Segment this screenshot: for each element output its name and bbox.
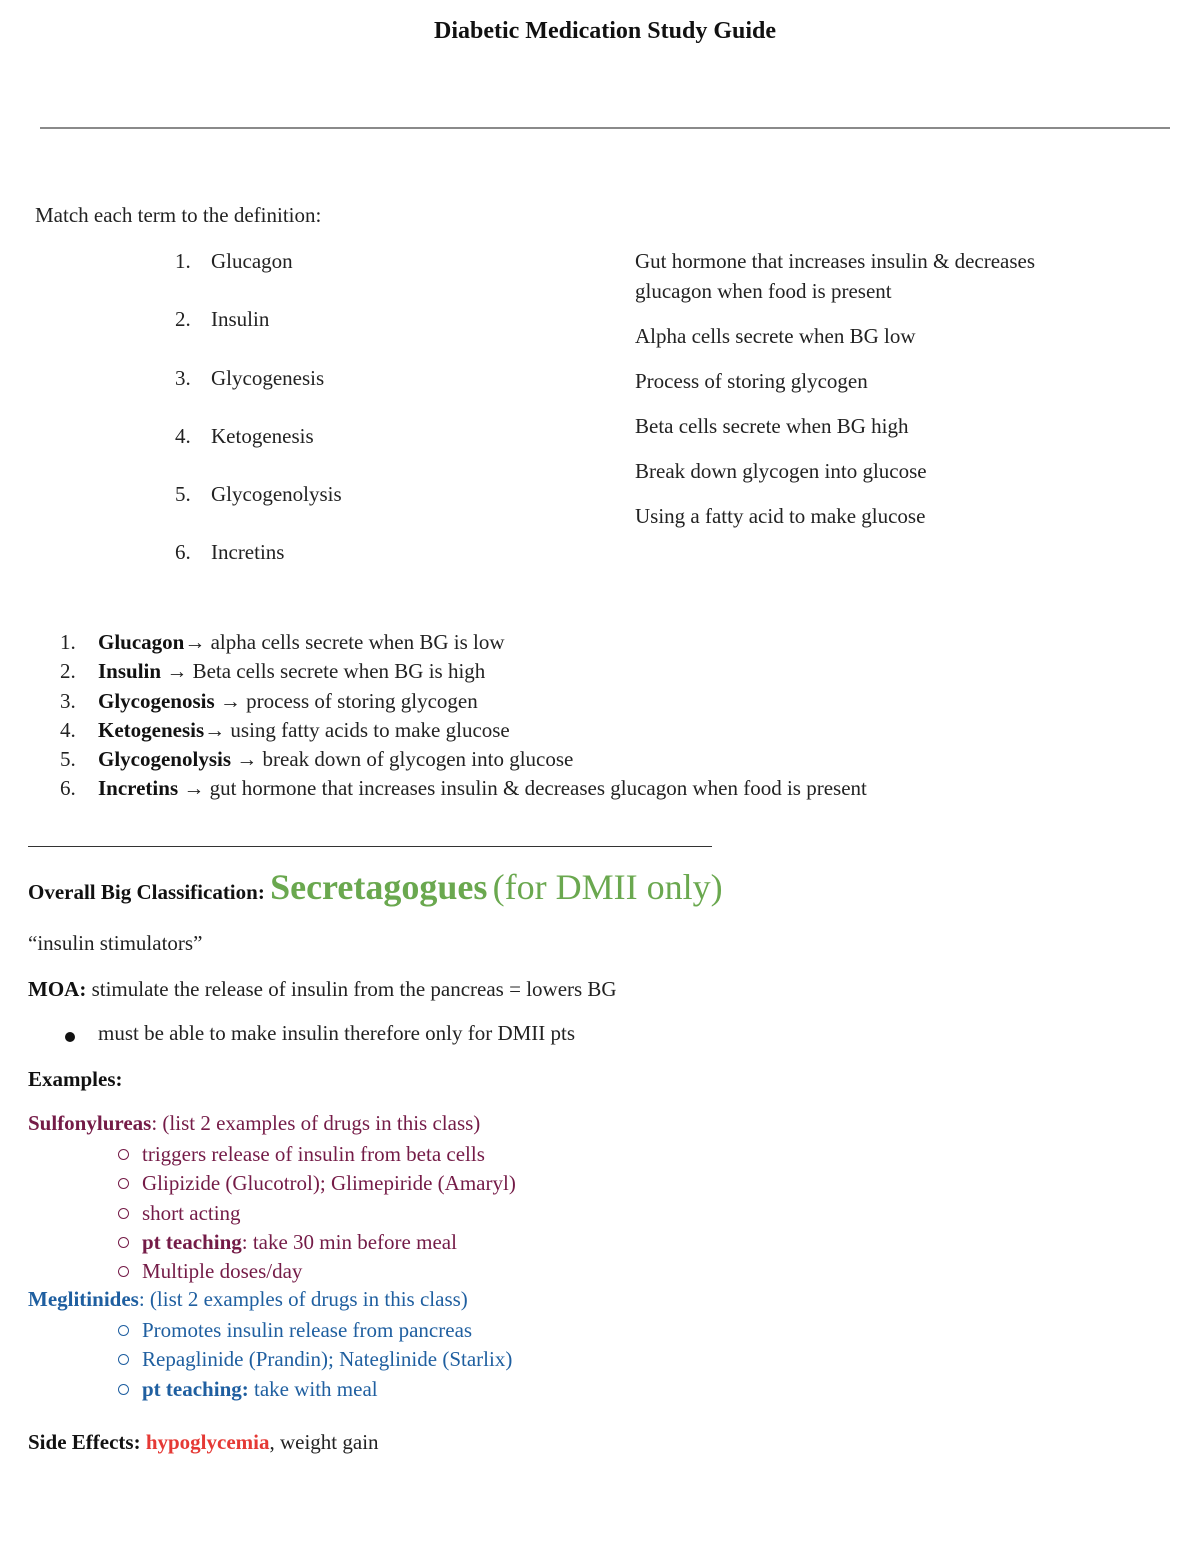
definitions-list (635, 246, 1055, 546)
page-title: Diabetic Medication Study Guide (433, 18, 776, 44)
term-item: 4. Ketogenesis (175, 423, 314, 448)
classification-qualifier: (for DMII only) (492, 867, 723, 907)
answer-item: 4. Ketogenesis→ using fatty acids to make glucose (60, 717, 510, 742)
meglitinides-list (118, 1316, 512, 1404)
list-item: short acting (118, 1199, 516, 1228)
section-divider (28, 846, 712, 847)
definition-item: Gut hormone that increases insulin & decreases glucagon when food is present (635, 249, 1036, 303)
circle-bullet-icon (118, 1325, 129, 1336)
term-item: 6. Incretins (175, 540, 285, 565)
definition-item: Using a fatty acid to make glucose (635, 504, 926, 528)
answer-item: 6. Incretins → gut hormone that increases insulin & decreases glucagon when food is present (60, 776, 867, 801)
examples-label: Examples: (28, 1067, 123, 1091)
definition-item: Beta cells secrete when BG high (635, 414, 909, 438)
answer-item: 1. Glucagon→ alpha cells secrete when BG is low (60, 630, 505, 654)
list-item: Multiple doses/day (118, 1257, 516, 1286)
term-item: 3. Glycogenesis (175, 365, 325, 390)
moa-line: MOA: stimulate the release of insulin from the pancreas = lowers BG (28, 977, 617, 1001)
terms-list (175, 246, 342, 596)
circle-bullet-icon (118, 1384, 129, 1395)
circle-bullet-icon (118, 1237, 129, 1248)
answer-item: 2. Insulin → Beta cells secrete when BG is high (60, 659, 486, 684)
circle-bullet-icon (118, 1208, 129, 1219)
list-item: pt teaching: take 30 min before meal (118, 1228, 516, 1257)
meglitinides-heading: Meglitinides: (list 2 examples of drugs in this class) (28, 1287, 468, 1311)
moa-bullet: must be able to make insulin therefore only for DMII pts (65, 1021, 575, 1046)
header-divider (40, 127, 1170, 129)
sulfonylureas-heading: Sulfonylureas: (list 2 examples of drugs in this class) (28, 1111, 481, 1135)
circle-bullet-icon (118, 1266, 129, 1277)
list-item: triggers release of insulin from beta cells (118, 1140, 516, 1169)
list-item: Promotes insulin release from pancreas (118, 1316, 512, 1345)
definition-item: Process of storing glycogen (635, 369, 868, 393)
term-item: 2. Insulin (175, 307, 270, 332)
list-item: Repaglinide (Prandin); Nateglinide (Starlix) (118, 1345, 512, 1374)
classification-label: Overall Big Classification: (28, 880, 265, 904)
definition-item: Alpha cells secrete when BG low (635, 324, 916, 348)
side-effects-line: Side Effects: hypoglycemia, weight gain (28, 1430, 379, 1454)
circle-bullet-icon (118, 1178, 129, 1189)
sulfonylureas-list (118, 1140, 516, 1286)
circle-bullet-icon (118, 1354, 129, 1365)
definition-item: Break down glycogen into glucose (635, 459, 927, 483)
classification-heading (28, 866, 723, 908)
side-effect-highlight: hypoglycemia (145, 1430, 270, 1454)
list-item: Glipizide (Glucotrol); Glimepiride (Amaryl) (118, 1169, 516, 1198)
answer-key-list (60, 628, 867, 804)
matching-instructions: Match each term to the definition: (35, 203, 322, 227)
answer-item: 3. Glycogenosis → process of storing glycogen (60, 688, 478, 713)
circle-bullet-icon (118, 1149, 129, 1160)
answer-item: 5. Glycogenolysis → break down of glycogen into glucose (60, 747, 574, 772)
nickname: “insulin stimulators” (28, 931, 203, 955)
term-item: 1. Glucagon (175, 249, 293, 273)
classification-name: Secretagogues (270, 867, 488, 907)
term-item: 5. Glycogenolysis (175, 482, 342, 507)
bullet-dot-icon (65, 1032, 75, 1042)
list-item: pt teaching: take with meal (118, 1375, 512, 1404)
